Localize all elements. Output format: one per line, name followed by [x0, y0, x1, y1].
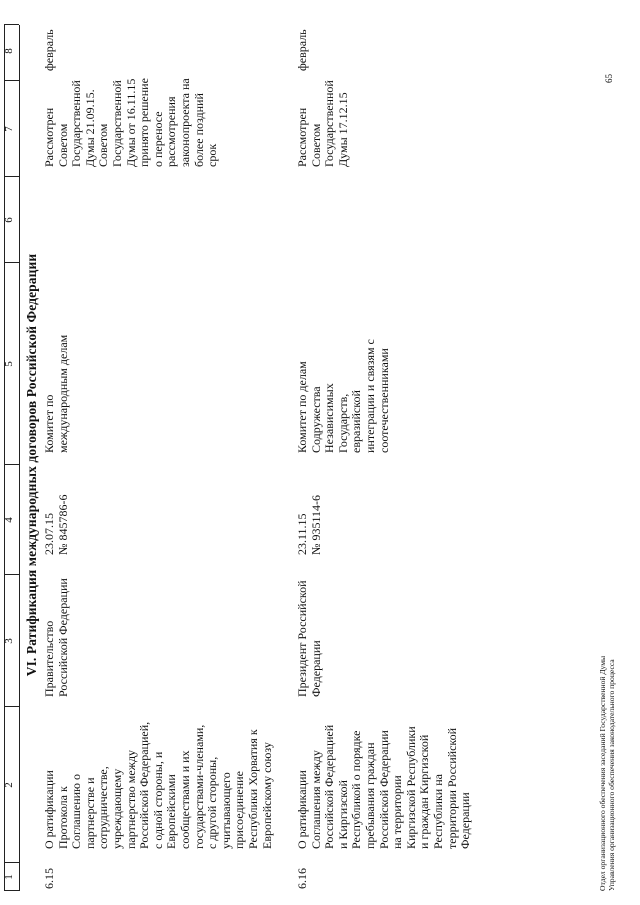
header-bottom-border	[19, 25, 20, 891]
text-line: Президент Российской	[295, 580, 309, 697]
document-title	[296, 725, 473, 849]
document-title	[43, 722, 274, 849]
text-line: соотечественниками	[376, 348, 391, 453]
text-line: более поздний	[191, 93, 206, 167]
text-line: евразийской	[349, 390, 364, 453]
text-line: интеграции и связям с	[362, 339, 377, 453]
footer-line: Отдел организационного обеспечения заседаний Государственной Думы	[598, 655, 607, 891]
column-number: 1	[3, 874, 15, 880]
planned-month: февраль	[295, 29, 309, 71]
text-line: Комитет по	[42, 394, 56, 453]
text-line: принято решение	[137, 78, 152, 167]
text-line: и Киргизской	[335, 780, 350, 849]
text-line: О ратификации	[295, 770, 309, 849]
text-line: Независимых	[322, 383, 337, 453]
text-line: и граждан Киргизской	[417, 734, 432, 849]
text-line: Европейскому союзу	[259, 742, 274, 849]
text-line: учитывающего	[218, 772, 233, 849]
planned-month: февраль	[42, 29, 56, 71]
footer-department	[598, 656, 616, 891]
text-line: срок	[205, 143, 220, 167]
text-line: Рассмотрен	[295, 107, 309, 167]
text-line: Государственной	[109, 80, 124, 167]
text-line: Правительство	[42, 620, 56, 697]
column-divider	[4, 574, 19, 575]
text-line: учреждающему	[109, 768, 124, 849]
text-line: Российской Федерацией	[322, 724, 337, 849]
column-number: 8	[3, 48, 15, 54]
text-line: Думы 17.12.15	[335, 92, 350, 167]
text-line: государствами-членами,	[191, 724, 206, 849]
table-right-border	[4, 24, 19, 25]
text-line: Государств,	[335, 393, 350, 453]
column-number: 4	[3, 517, 15, 523]
text-line: Российской Федерации	[55, 578, 70, 697]
text-line: пребывания граждан	[362, 742, 377, 849]
text-line: О ратификации	[42, 770, 56, 849]
column-divider	[4, 80, 19, 81]
text-line: сотрудничестве,	[96, 766, 111, 849]
text-line: Протокола к	[55, 786, 70, 849]
row-number: 6.16	[295, 868, 309, 889]
text-line: Государственной	[322, 80, 337, 167]
text-line: 23.11.15	[295, 513, 309, 555]
text-line: Российской Федерацией,	[137, 721, 152, 849]
column-number: 2	[3, 782, 15, 788]
table-top-border	[4, 25, 5, 891]
text-line: Содружества	[308, 386, 323, 453]
text-line: Республики Хорватия к	[245, 729, 260, 849]
text-line: 23.07.15	[42, 513, 56, 555]
column-number: 3	[3, 638, 15, 644]
text-line: Комитет по делам	[295, 361, 309, 453]
text-line: Думы от 16.11.15	[123, 78, 138, 167]
text-line: партнерство между	[123, 749, 138, 849]
text-line: с другой стороны,	[205, 756, 220, 849]
responsible-committee	[296, 339, 391, 453]
section-title: VI. Ратификация международных договоров Российской Федерации	[24, 253, 39, 677]
text-line: Европейскими	[164, 774, 179, 849]
column-number: 5	[3, 361, 15, 367]
text-line: присоединение	[232, 771, 247, 849]
column-divider	[4, 862, 19, 863]
text-line: Соглашения между	[308, 750, 323, 849]
registration-date	[43, 495, 70, 555]
column-number: 6	[3, 217, 15, 223]
text-line: законопроекта на	[177, 78, 192, 167]
page-number: 65	[604, 74, 614, 83]
text-line: Советом	[55, 123, 70, 167]
text-line: о переносе	[150, 111, 165, 167]
text-line: Киргизской Республики	[403, 726, 418, 849]
text-line: Республики на	[430, 774, 445, 849]
text-line: партнерстве и	[82, 777, 97, 849]
initiator	[43, 578, 70, 697]
text-line: Федерации	[308, 640, 323, 697]
text-line: Государственной	[69, 80, 84, 167]
review-status	[43, 78, 220, 167]
text-line: на территории	[390, 775, 405, 849]
text-line: Республикой о порядке	[349, 730, 364, 849]
initiator	[296, 580, 323, 697]
text-line: Думы 21.09.15.	[82, 89, 97, 167]
row-number: 6.15	[42, 868, 56, 889]
text-line: Советом	[96, 123, 111, 167]
footer-line: Управления организационного обеспечения законодательного процесса	[607, 659, 616, 891]
column-divider	[4, 464, 19, 465]
text-line: Советом	[308, 123, 323, 167]
text-line: Соглашению о	[69, 773, 84, 849]
text-line: Российской Федерации	[376, 730, 391, 849]
registration-date	[296, 495, 323, 555]
text-line: № 935114-6	[308, 495, 323, 555]
review-status	[296, 80, 350, 167]
column-divider	[4, 262, 19, 263]
text-line: № 845786-6	[55, 494, 70, 555]
column-divider	[4, 176, 19, 177]
text-line: с одной стороны, и	[150, 751, 165, 849]
table-left-border	[4, 890, 19, 891]
text-line: Федерации	[458, 792, 473, 849]
text-line: Рассмотрен	[42, 107, 56, 167]
column-divider	[4, 706, 19, 707]
text-line: сообществами и их	[177, 750, 192, 849]
responsible-committee	[43, 335, 70, 453]
text-line: территории Российской	[444, 727, 459, 849]
column-number: 7	[3, 126, 15, 132]
text-line: рассмотрения	[164, 96, 179, 167]
text-line: международным делам	[55, 334, 70, 453]
